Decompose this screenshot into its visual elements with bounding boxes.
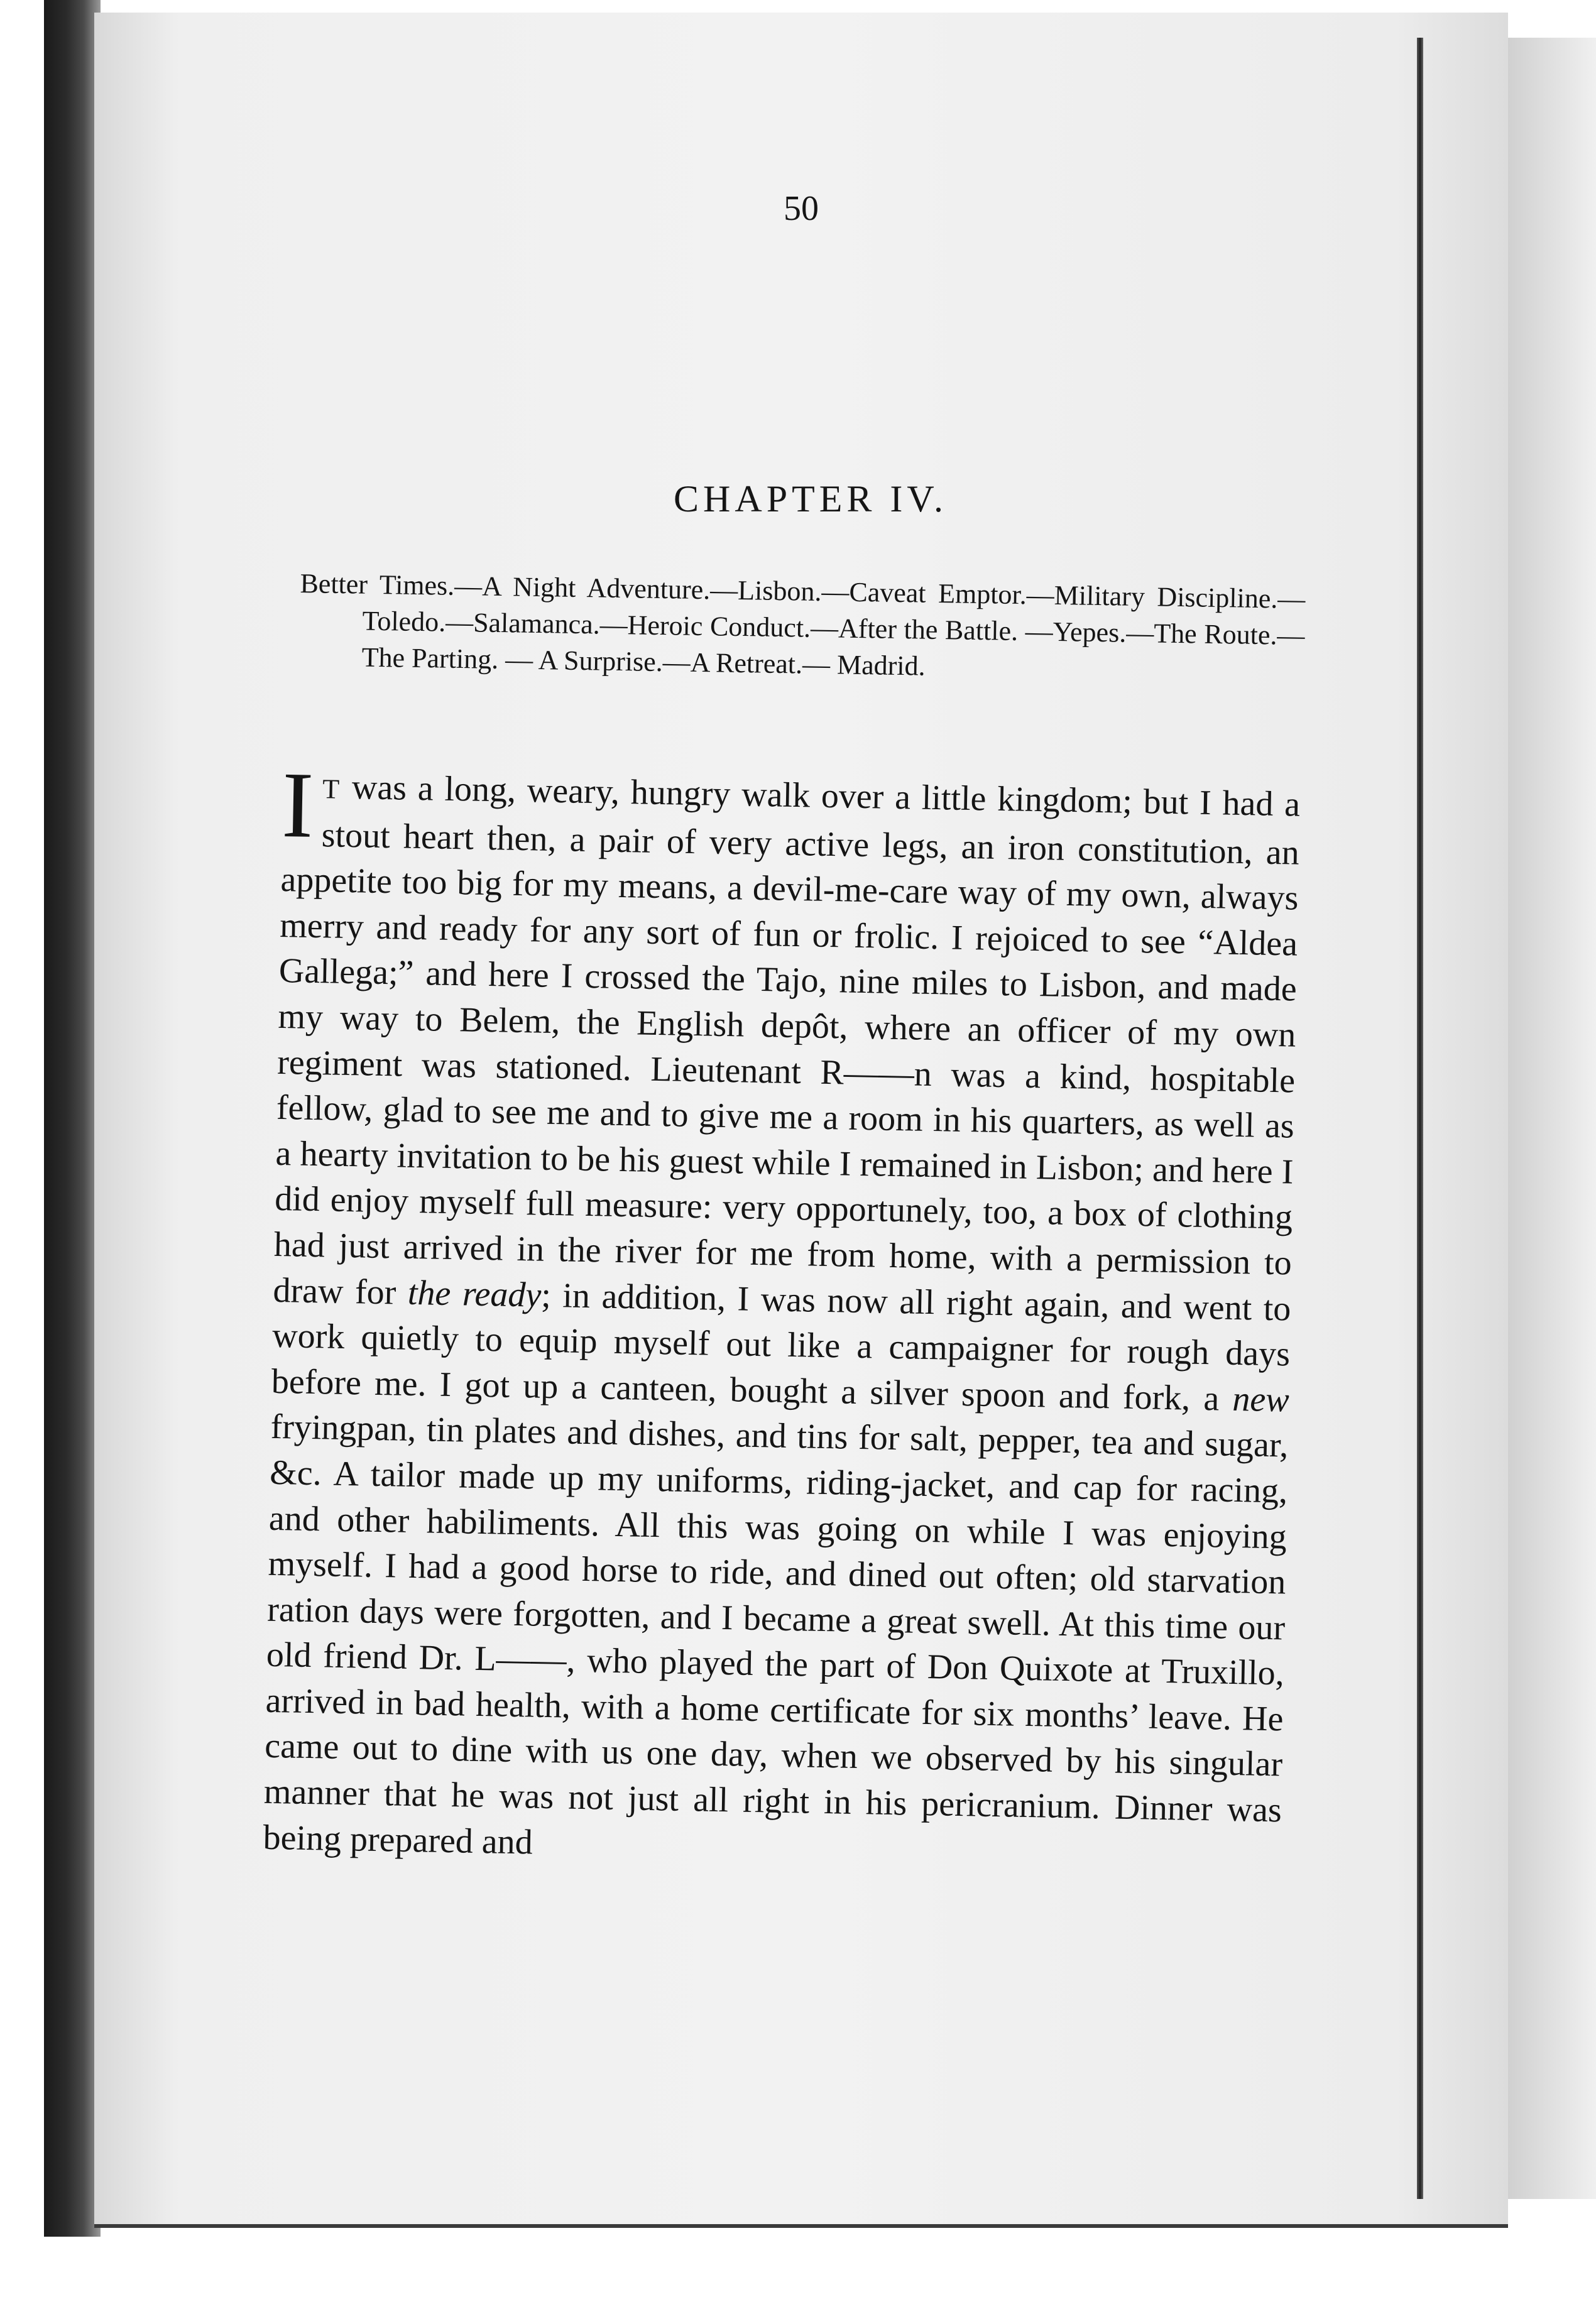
body-text-part-1: was a long, weary, hungry walk over a little kingdom; but I had a stout heart then, a pair of very active legs, an iron constitution, an appetite too big for my means, a devil-me-care way of my own, always merry and ready for any sort of fun or frolic. I rejoiced to see “Aldea Gallega;” and here I crossed the Tajo, nine miles to Lisbon, and made my way to Belem, the English depôt, where an officer of my own regiment was stationed. Lieutenant R——n was a kind, hospitable fellow, glad to see me and to give me a room in his quarters, as well as a hearty invitation to be his guest while I remained in Lisbon; and here I did enjoy myself full measure: very opportunely, too, a box of clothing had just arrived in the river for me from home, with a permission to draw for bbox=[273, 767, 1301, 1312]
chapter-summary-text: Better Times.—A Night Adventure.—Lisbon.—Caveat Emptor.—Military Discipline.—Toledo.—Salamanca.—Heroic Conduct.—After the Battle. —Yepes.—The Route.— The Parting. — A Surprise.—A Retreat.— Madrid. bbox=[300, 567, 1306, 682]
page-number: 50 bbox=[784, 189, 819, 228]
drop-cap: I bbox=[281, 753, 315, 858]
chapter-title: CHAPTER IV. bbox=[674, 478, 948, 520]
italic-phrase-the-ready: the ready bbox=[407, 1273, 542, 1315]
body-paragraph bbox=[263, 753, 1301, 1879]
book-binding-edge bbox=[44, 0, 101, 2237]
chapter-summary bbox=[298, 565, 1306, 690]
body-text-part-2: ; in addition, I was now all right again, and went to work quietly to equip myself out like a campaigner for rough days before me. I got up a canteen, bought a silver spoon and fork, a bbox=[271, 1275, 1291, 1419]
body-text-part-3: fryingpan, tin plates and dishes, and tins for salt, pepper, tea and sugar, &c. A tailor made up my uniforms, riding-jacket, and cap for racing, and other habiliments. All this was going on while I was enjoying myself. I had a good horse to ride, and dined out often; old starvation ration days were forgotten, and I became a great swell. At this time our old friend Dr. L——, who played the part of Don Quixote at Truxillo, arrived in bad health, with a home certificate for six months’ leave. He came out to dine with us one day, when we observed by his singular manner that he was not just all right in his pericranium. Dinner was being prepared and bbox=[263, 1407, 1289, 1862]
first-word-rest: T bbox=[322, 773, 341, 805]
next-page-edge bbox=[1508, 38, 1596, 2199]
page-gutter-line bbox=[1417, 38, 1423, 2199]
italic-word-new: new bbox=[1232, 1379, 1290, 1420]
body-text bbox=[263, 753, 1301, 1879]
